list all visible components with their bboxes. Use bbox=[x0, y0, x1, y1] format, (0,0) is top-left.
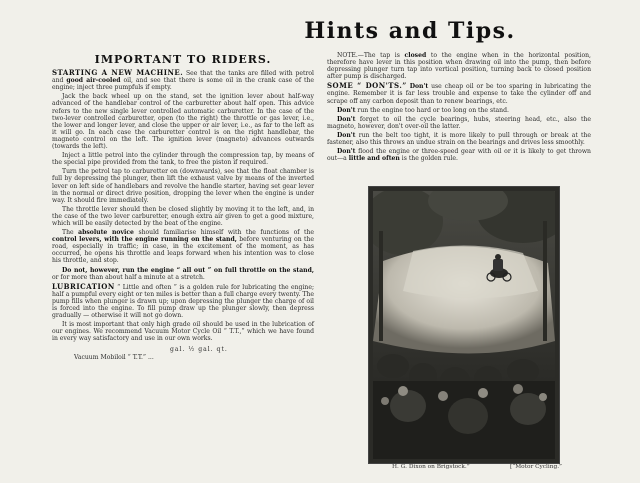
page-title: Hints and Tips. bbox=[304, 18, 516, 44]
bold-run: Don't bbox=[337, 106, 356, 114]
donts-heading: SOME “ DON'TS.” bbox=[327, 81, 407, 91]
race-photograph bbox=[368, 186, 560, 464]
text-run: is the golden rule. bbox=[399, 155, 458, 163]
paragraph-dont-4 bbox=[327, 132, 591, 146]
oil-price-table bbox=[52, 346, 314, 360]
paragraph-novice bbox=[52, 229, 314, 264]
left-column bbox=[52, 52, 314, 361]
paragraph-dont-5 bbox=[327, 148, 591, 162]
text-run: The bbox=[62, 229, 79, 237]
text-run: or for more than about half a minute at a stretch. bbox=[52, 273, 205, 281]
bold-run: Don't bbox=[337, 148, 356, 156]
race-photo-image bbox=[373, 191, 555, 459]
oil-table-item: Vacuum Mobiloil “ T.T.” ... bbox=[74, 353, 154, 361]
text-run: “ Little and often ” is a golden rule for lubricating the engine; half a pumpful every eight or ten miles is better than a full charge every twenty. The pump fills when plunger is drawn up; upon depressing the plunger the charge of oil is forced into the engine. To fill pump draw up the plunger slowly, then depress gradually — otherwise it will not go down. bbox=[52, 283, 314, 320]
paragraph-lubrication bbox=[52, 283, 314, 319]
text-run: use cheap oil or be too sparing in lubricating the engine. Remember it is far less trouble and expense to take the cylinder off and scrape off any carbon deposit than to renew bearings, etc. bbox=[327, 83, 591, 105]
paragraph-note bbox=[327, 52, 591, 80]
bold-run: good air-cooled bbox=[66, 77, 121, 85]
paragraph-donts bbox=[327, 82, 591, 104]
text-run: should familiarise himself with the functions of the bbox=[133, 229, 314, 237]
bold-run: control levers, with the engine running on the stand, bbox=[52, 236, 237, 244]
bold-run: absolute novice bbox=[78, 229, 134, 237]
caption-source: [“Motor Cycling.” bbox=[510, 464, 562, 470]
photo-caption bbox=[392, 464, 562, 470]
text-run: forget to oil the cycle bearings, hubs, steering head, etc., also the magneto, however, don't over-oil the latter. bbox=[327, 115, 591, 130]
text-run: NOTE.—The tap is bbox=[337, 52, 405, 59]
oil-table-header: gal. ½ gal. qt. bbox=[170, 346, 228, 354]
paragraph-jack: Jack the back wheel up on the stand, set the ignition lever about half-way advanced of the handlebar control of the carburetter about half open. This advice refers to the new single lever controlled automatic carburetter. In the case of the two-lever controlled carburetter, open (to the right) the throttle or gas lever, i.e., the lower and longer lever, and close the upper or air lever, i.e., as far to the left as it will go. In each case the carburetter control is on the right handlebar, the magneto control on the left. The ignition lever (magneto) advances outwards (towards the left). bbox=[52, 93, 314, 151]
paragraph-inject: Inject a little petrol into the cylinder through the compression tap, by means of the special pipe provided from the tank, to free the piston if required. bbox=[52, 152, 314, 167]
text-run: before venturing on the road, especially in traffic; in case, in the excitement of the moment, as has occurred, he opens his throttle and leaps forward when his intention was to close his throttle, and stop. bbox=[52, 236, 314, 265]
text-run: oil, and see that there is some oil in the crank case of the engine; inject three pumpfuls if empty. bbox=[52, 77, 315, 92]
bold-run: closed bbox=[404, 52, 427, 59]
caption-rider: H. G. Dixon on Brigstock.” bbox=[392, 464, 470, 470]
right-column bbox=[327, 52, 591, 164]
paragraph-oil-grade: It is most important that only high grade oil should be used in the lubrication of our engines. We recommend Vacuum Motor Cycle Oil “ T.T.,” which we have found in every way satisfactory and use in our own works. bbox=[52, 321, 314, 343]
text-run: run the engine too hard or too long on the stand. bbox=[355, 106, 509, 114]
text-run: run the belt too tight, it is more likely to pull through or break at the fastener, also this throws an undue strain on the bearings and drives less smoothly. bbox=[327, 131, 591, 147]
paragraph-dont-3 bbox=[327, 116, 591, 130]
paragraph-petrol-tap: Turn the petrol tap to carburetter on (downwards), see that the float chamber is full by depressing the plunger, then lift the exhaust valve by means of the inverted lever on left side of handlebars and revolve the handle starter, having set gear lever in the normal or direct drive position, dropping the lever when the engine is under way. It should fire immediately. bbox=[52, 168, 314, 204]
paragraph-dont-2 bbox=[327, 107, 591, 114]
starting-heading: STARTING A NEW MACHINE. bbox=[52, 68, 184, 78]
bold-run: Do not, however, run the engine “ all out ” on full throttle on the stand, bbox=[62, 266, 314, 274]
text-run: flood the engine or three-speed gear with oil or it is likely to get thrown out—a bbox=[327, 148, 591, 163]
paragraph-throttle: The throttle lever should then be closed slightly by moving it to the left, and, in the case of the two lever carburetter, enough extra air given to get a good mixture, which will be easily detected by the beat of the engine. bbox=[52, 205, 314, 227]
text-run: to the engine when in the horizontal position, therefore have lever in this position when drawing oil into the pump, then before depressing plunger turn tap into vertical position, turning back to closed position after pump is discharged. bbox=[327, 52, 591, 81]
bold-run: Don't bbox=[337, 115, 356, 123]
bold-run: Don't bbox=[409, 83, 429, 91]
bold-run: Don't bbox=[337, 131, 356, 139]
paragraph-starting bbox=[52, 69, 314, 91]
paragraph-do-not bbox=[52, 267, 314, 281]
text-run: See that the tanks are filled with petrol and bbox=[52, 70, 314, 85]
section-subtitle: IMPORTANT TO RIDERS. bbox=[94, 53, 272, 66]
lubrication-heading: LUBRICATION bbox=[52, 281, 115, 291]
bold-run: little and often bbox=[348, 155, 400, 163]
